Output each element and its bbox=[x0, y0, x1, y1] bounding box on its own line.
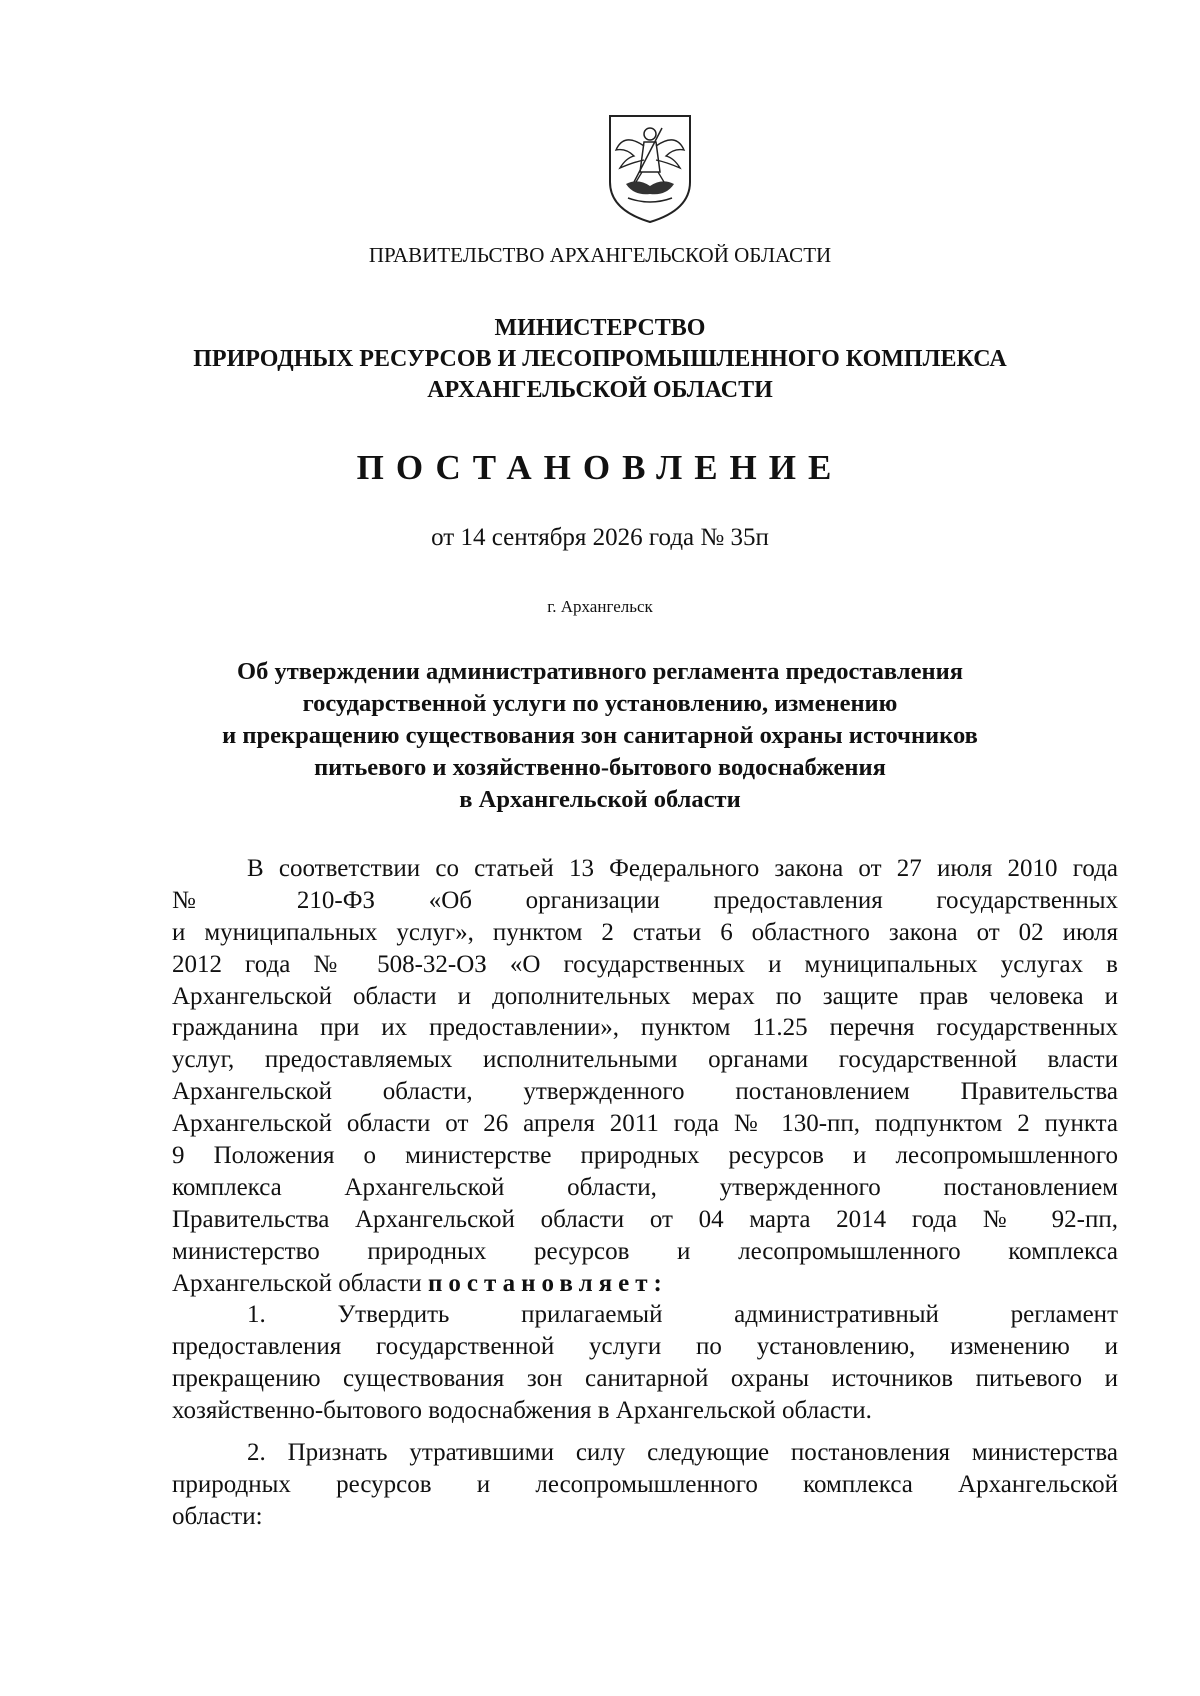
item-line: области: bbox=[172, 1502, 263, 1530]
item-line: 2. Признать утратившими силу следующие постановления министерства bbox=[247, 1439, 1118, 1467]
item-line: прекращению существования зон санитарной охраны источников питьевого и bbox=[172, 1365, 1118, 1393]
subject-line: в Архангельской области bbox=[459, 786, 741, 813]
document-city: г. Архангельск bbox=[547, 597, 653, 616]
paragraph-line: 9 Положения о министерстве природных ресурсов и лесопромышленного bbox=[172, 1142, 1118, 1170]
paragraph-line: № 210-ФЗ «Об организации предоставления государственных bbox=[172, 886, 1118, 914]
subject-line: питьевого и хозяйственно-бытового водоснабжения bbox=[314, 754, 886, 781]
ministry-line: ПРИРОДНЫХ РЕСУРСОВ И ЛЕСОПРОМЫШЛЕННОГО КОМПЛЕКСА bbox=[193, 346, 1007, 372]
paragraph-line: гражданина при их предоставлении», пунктом 11.25 перечня государственных bbox=[172, 1014, 1118, 1042]
paragraph-line: 2012 года № 508-32-ОЗ «О государственных и муниципальных услугах в bbox=[172, 950, 1118, 978]
item-line: хозяйственно-бытового водоснабжения в Архангельской области. bbox=[172, 1397, 872, 1425]
ministry-name bbox=[0, 313, 1200, 406]
subject-line: государственной услуги по установлению, изменению bbox=[302, 690, 898, 717]
coat-of-arms-emblem bbox=[604, 112, 696, 224]
document-body bbox=[172, 853, 1118, 1533]
paragraph-line: Архангельской области, утвержденного постановлением Правительства bbox=[172, 1078, 1118, 1106]
government-name: ПРАВИТЕЛЬСТВО АРХАНГЕЛЬСКОЙ ОБЛАСТИ bbox=[368, 243, 832, 267]
paragraph-line-prefix: Архангельской области bbox=[172, 1269, 422, 1297]
paragraph-line: услуг, предоставляемых исполнительными органами государственной власти bbox=[172, 1046, 1118, 1074]
document-date-number: от 14 сентября 2026 года № 35п bbox=[431, 524, 769, 551]
document-type-title: ПОСТАНОВЛЕНИЕ bbox=[356, 448, 844, 487]
ministry-line: МИНИСТЕРСТВО bbox=[494, 315, 706, 341]
paragraph-line: комплекса Архангельской области, утвержденного постановлением bbox=[172, 1173, 1118, 1201]
paragraph-line: Правительства Архангельской области от 04 марта 2014 года № 92-пп, bbox=[172, 1205, 1118, 1233]
item-line: 1. Утвердить прилагаемый административный регламент bbox=[247, 1301, 1118, 1329]
subject-line: и прекращению существования зон санитарной охраны источников bbox=[222, 722, 978, 749]
paragraph-line: В соответствии со статьей 13 Федерального закона от 27 июля 2010 года bbox=[247, 855, 1118, 882]
item-line: предоставления государственной услуги по установлению, изменению и bbox=[172, 1333, 1118, 1361]
paragraph-line bbox=[172, 1268, 1118, 1300]
subject-line: Об утверждении административного регламента предоставления bbox=[237, 658, 963, 685]
paragraph-line: и муниципальных услуг», пунктом 2 статьи 6 областного закона от 02 июля bbox=[172, 918, 1118, 946]
decree-word: постановляет: bbox=[428, 1269, 668, 1297]
paragraph-line: Архангельской области и дополнительных мерах по защите прав человека и bbox=[172, 982, 1118, 1010]
paragraph-line: министерство природных ресурсов и лесопромышленного комплекса bbox=[172, 1237, 1118, 1265]
item-line: природных ресурсов и лесопромышленного комплекса Архангельской bbox=[172, 1470, 1118, 1498]
ministry-line: АРХАНГЕЛЬСКОЙ ОБЛАСТИ bbox=[427, 377, 773, 403]
paragraph-line: Архангельской области от 26 апреля 2011 года № 130-пп, подпунктом 2 пункта bbox=[172, 1110, 1118, 1138]
document-subject bbox=[0, 656, 1200, 816]
